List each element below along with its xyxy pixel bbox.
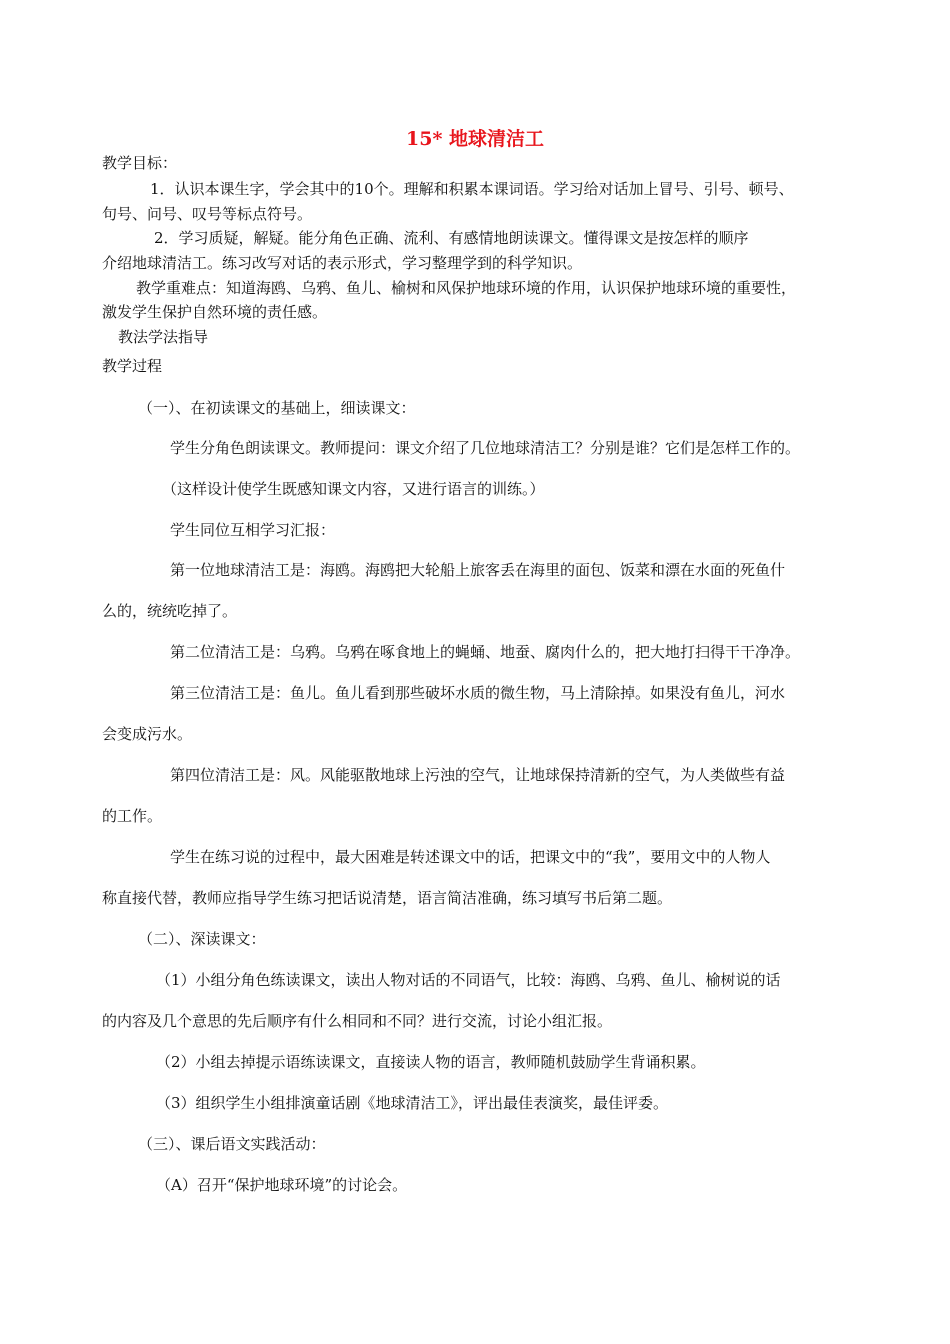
paragraph-line: （这样设计使学生既感知课文内容，又进行语言的训练。） bbox=[162, 480, 545, 498]
paragraph-line: 教学重难点：知道海鸥、乌鸦、鱼儿、榆树和风保护地球环境的作用，认识保护地球环境的重要性， bbox=[136, 279, 797, 297]
paragraph-line: 的内容及几个意思的先后顺序有什么相同和不同？进行交流，讨论小组汇报。 bbox=[102, 1012, 613, 1030]
document-title: 15* 地球清洁工 bbox=[406, 128, 544, 150]
section-heading: 教法学法指导 bbox=[118, 328, 209, 346]
section-heading: （一）、在初读课文的基础上，细读课文： bbox=[138, 399, 416, 417]
section-heading: 教学目标： bbox=[102, 154, 178, 172]
paragraph-line: 第二位清洁工是：乌鸦。乌鸦在啄食地上的蝇蛹、地蚕、腐肉什么的，把大地打扫得干干净净。 bbox=[170, 643, 801, 661]
paragraph-line: （1）小组分角色练读课文，读出人物对话的不同语气，比较：海鸥、乌鸦、鱼儿、榆树说的话 bbox=[156, 971, 781, 989]
paragraph-line: 介绍地球清洁工。练习改写对话的表示形式，学习整理学到的科学知识。 bbox=[102, 254, 583, 272]
paragraph-line: 激发学生保护自然环境的责任感。 bbox=[102, 303, 328, 321]
paragraph-line: 句号、问号、叹号等标点符号。 bbox=[102, 205, 313, 223]
paragraph-line: （3）组织学生小组排演童话剧《地球清洁工》，评出最佳表演奖，最佳评委。 bbox=[156, 1094, 669, 1112]
paragraph-line: 学生分角色朗读课文。教师提问：课文介绍了几位地球清洁工？分别是谁？它们是怎样工作的。 bbox=[170, 439, 801, 457]
paragraph-line: 么的，统统吃掉了。 bbox=[102, 602, 238, 620]
paragraph-line: 第一位地球清洁工是：海鸥。海鸥把大轮船上旅客丢在海里的面包、饭菜和漂在水面的死鱼什 bbox=[170, 561, 786, 579]
section-heading: 教学过程 bbox=[102, 357, 163, 375]
paragraph-line: （A）召开“保护地球环境”的讨论会。 bbox=[156, 1176, 408, 1194]
paragraph-line: 称直接代替，教师应指导学生练习把话说清楚，语言简洁准确，练习填写书后第二题。 bbox=[102, 889, 673, 907]
paragraph-line: 1．认识本课生字，学会其中的10个。理解和积累本课词语。学习给对话加上冒号、引号、顿号、 bbox=[150, 180, 794, 198]
paragraph-line: 的工作。 bbox=[102, 807, 163, 825]
section-heading: （二）、深读课文： bbox=[138, 930, 266, 948]
paragraph-line: 第四位清洁工是：风。风能驱散地球上污浊的空气，让地球保持清新的空气，为人类做些有益 bbox=[170, 766, 786, 784]
paragraph-line: 学生同位互相学习汇报： bbox=[170, 521, 336, 539]
paragraph-line: （2）小组去掉提示语练读课文，直接读人物的语言，教师随机鼓励学生背诵积累。 bbox=[156, 1053, 706, 1071]
paragraph-line: 会变成污水。 bbox=[102, 725, 193, 743]
paragraph-line: 学生在练习说的过程中，最大困难是转述课文中的话，把课文中的“我”，要用文中的人物人 bbox=[170, 848, 771, 866]
paragraph-line: 2．学习质疑，解疑。能分角色正确、流利、有感情地朗读课文。懂得课文是按怎样的顺序 bbox=[154, 229, 749, 247]
paragraph-line: 第三位清洁工是：鱼儿。鱼儿看到那些破坏水质的微生物，马上清除掉。如果没有鱼儿，河水 bbox=[170, 684, 786, 702]
section-heading: （三）、课后语文实践活动： bbox=[138, 1135, 326, 1153]
